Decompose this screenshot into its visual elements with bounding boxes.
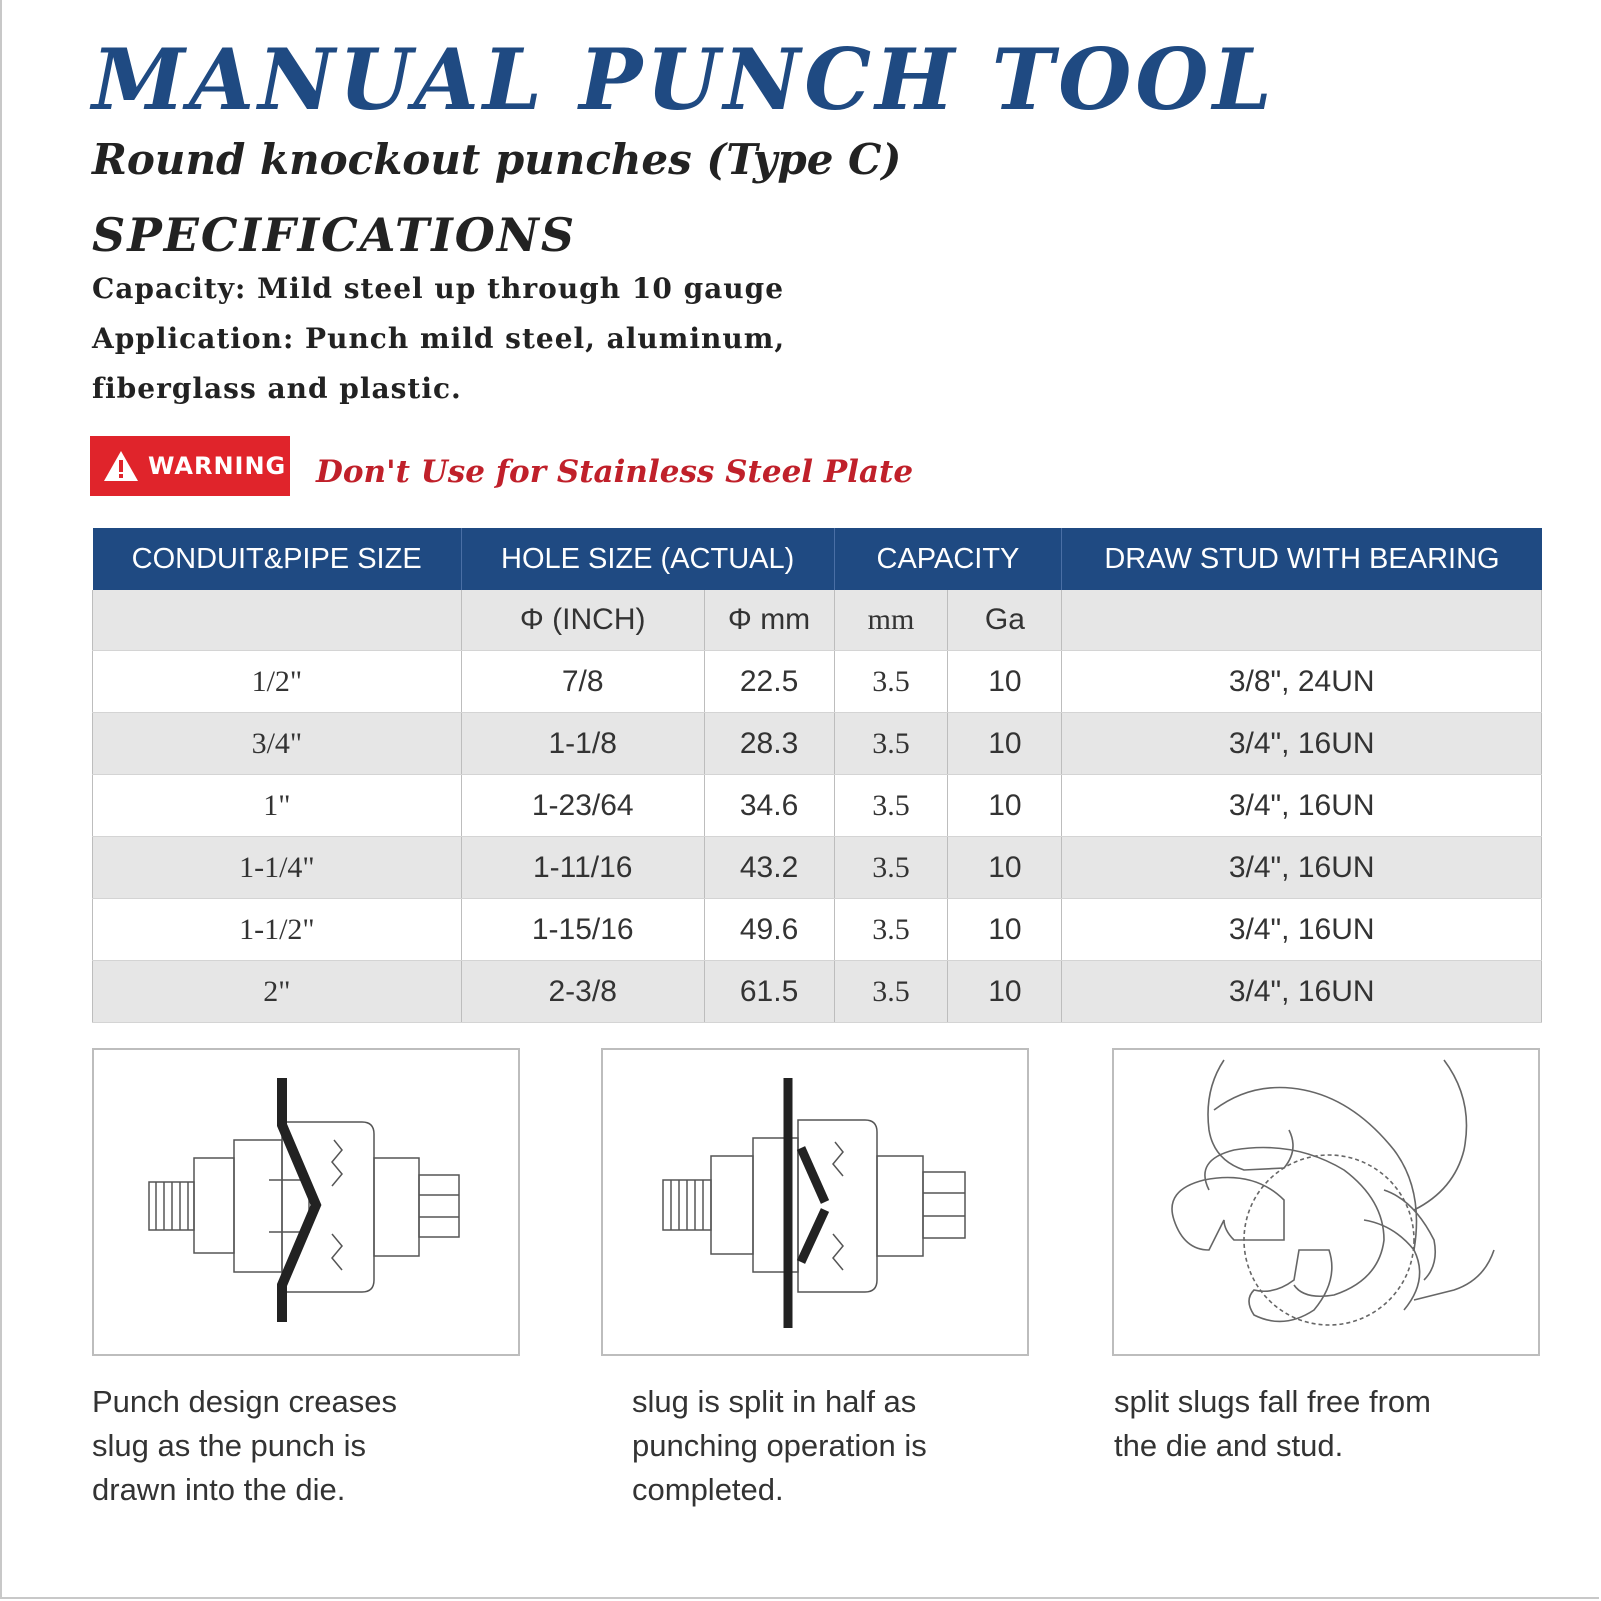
table-cell: 61.5 [704, 961, 834, 1023]
table-cell: 49.6 [704, 899, 834, 961]
subheader-cell: Ga [948, 590, 1062, 651]
warning-text: Don't Use for Stainless Steel Plate [316, 454, 914, 490]
table-cell: 3.5 [834, 899, 948, 961]
table-row [93, 837, 1542, 899]
punch-crease-illustration [94, 1050, 518, 1354]
hand-slugs-illustration [1114, 1050, 1538, 1354]
table-subheader-row [93, 590, 1542, 651]
table-cell: 1-1/8 [461, 713, 704, 775]
table-row [93, 775, 1542, 837]
table-row [93, 713, 1542, 775]
caption-line: Punch design creases [92, 1384, 398, 1419]
table-cell: 10 [948, 837, 1062, 899]
caption-line: completed. [632, 1472, 784, 1507]
caption-step-3 [1114, 1380, 1431, 1468]
subheader-cell: Φ (INCH) [461, 590, 704, 651]
table-cell: 3/8", 24UN [1062, 651, 1542, 713]
table-cell: 1-11/16 [461, 837, 704, 899]
table-cell: 2" [93, 961, 462, 1023]
caption-line: split slugs fall free from [1114, 1384, 1431, 1419]
caption-line: punching operation is [632, 1428, 927, 1463]
table-cell: 1-1/2" [93, 899, 462, 961]
table-cell: 28.3 [704, 713, 834, 775]
table-cell: 3/4", 16UN [1062, 775, 1542, 837]
table-cell: 34.6 [704, 775, 834, 837]
table-cell: 7/8 [461, 651, 704, 713]
table-cell: 3.5 [834, 713, 948, 775]
table-cell: 2-3/8 [461, 961, 704, 1023]
table-cell: 3/4", 16UN [1062, 899, 1542, 961]
table-cell: 22.5 [704, 651, 834, 713]
slug-split-illustration [603, 1050, 1027, 1354]
header-conduit-size: CONDUIT&PIPE SIZE [93, 528, 462, 590]
application-text-1: Application: Punch mild steel, aluminum, [92, 322, 786, 355]
table-cell: 3/4", 16UN [1062, 961, 1542, 1023]
diagram-slugs-fall [1112, 1048, 1540, 1356]
table-row [93, 899, 1542, 961]
diagram-slug-split [601, 1048, 1029, 1356]
table-cell: 1/2" [93, 651, 462, 713]
table-cell: 1" [93, 775, 462, 837]
table-cell: 10 [948, 899, 1062, 961]
caption-step-1 [92, 1380, 397, 1512]
table-row [93, 651, 1542, 713]
application-text-2: fiberglass and plastic. [92, 372, 462, 405]
caption-step-2 [632, 1380, 927, 1512]
diagram-punch-crease [92, 1048, 520, 1356]
table-cell: 3.5 [834, 651, 948, 713]
table-cell: 10 [948, 775, 1062, 837]
warning-triangle-icon [102, 449, 140, 483]
table-cell: 1-23/64 [461, 775, 704, 837]
table-row [93, 961, 1542, 1023]
table-cell: 3.5 [834, 775, 948, 837]
subheader-cell [93, 590, 462, 651]
table-cell: 1-1/4" [93, 837, 462, 899]
header-hole-size: HOLE SIZE (ACTUAL) [461, 528, 834, 590]
table-cell: 3/4", 16UN [1062, 837, 1542, 899]
caption-line: slug is split in half as [632, 1384, 917, 1419]
header-draw-stud: DRAW STUD WITH BEARING [1062, 528, 1542, 590]
header-capacity: CAPACITY [834, 528, 1062, 590]
subheader-cell: Φ mm [704, 590, 834, 651]
table-cell: 43.2 [704, 837, 834, 899]
table-cell: 3/4" [93, 713, 462, 775]
page-subtitle: Round knockout punches (Type C) [92, 135, 902, 184]
subheader-cell [1062, 590, 1542, 651]
table-header-row [93, 528, 1542, 590]
table-cell: 10 [948, 961, 1062, 1023]
warning-badge-label: WARNING [148, 452, 287, 480]
table-cell: 10 [948, 651, 1062, 713]
table-cell: 1-15/16 [461, 899, 704, 961]
subheader-cell: mm [834, 590, 948, 651]
specifications-heading: SPECIFICATIONS [92, 208, 577, 262]
table-cell: 3.5 [834, 961, 948, 1023]
capacity-text: Capacity: Mild steel up through 10 gauge [92, 272, 785, 305]
spec-table [92, 528, 1542, 1023]
caption-line: drawn into the die. [92, 1472, 346, 1507]
table-cell: 3/4", 16UN [1062, 713, 1542, 775]
table-cell: 10 [948, 713, 1062, 775]
page-title: MANUAL PUNCH TOOL [92, 30, 1276, 129]
caption-line: slug as the punch is [92, 1428, 367, 1463]
caption-line: the die and stud. [1114, 1428, 1344, 1463]
warning-badge [90, 436, 290, 496]
table-cell: 3.5 [834, 837, 948, 899]
